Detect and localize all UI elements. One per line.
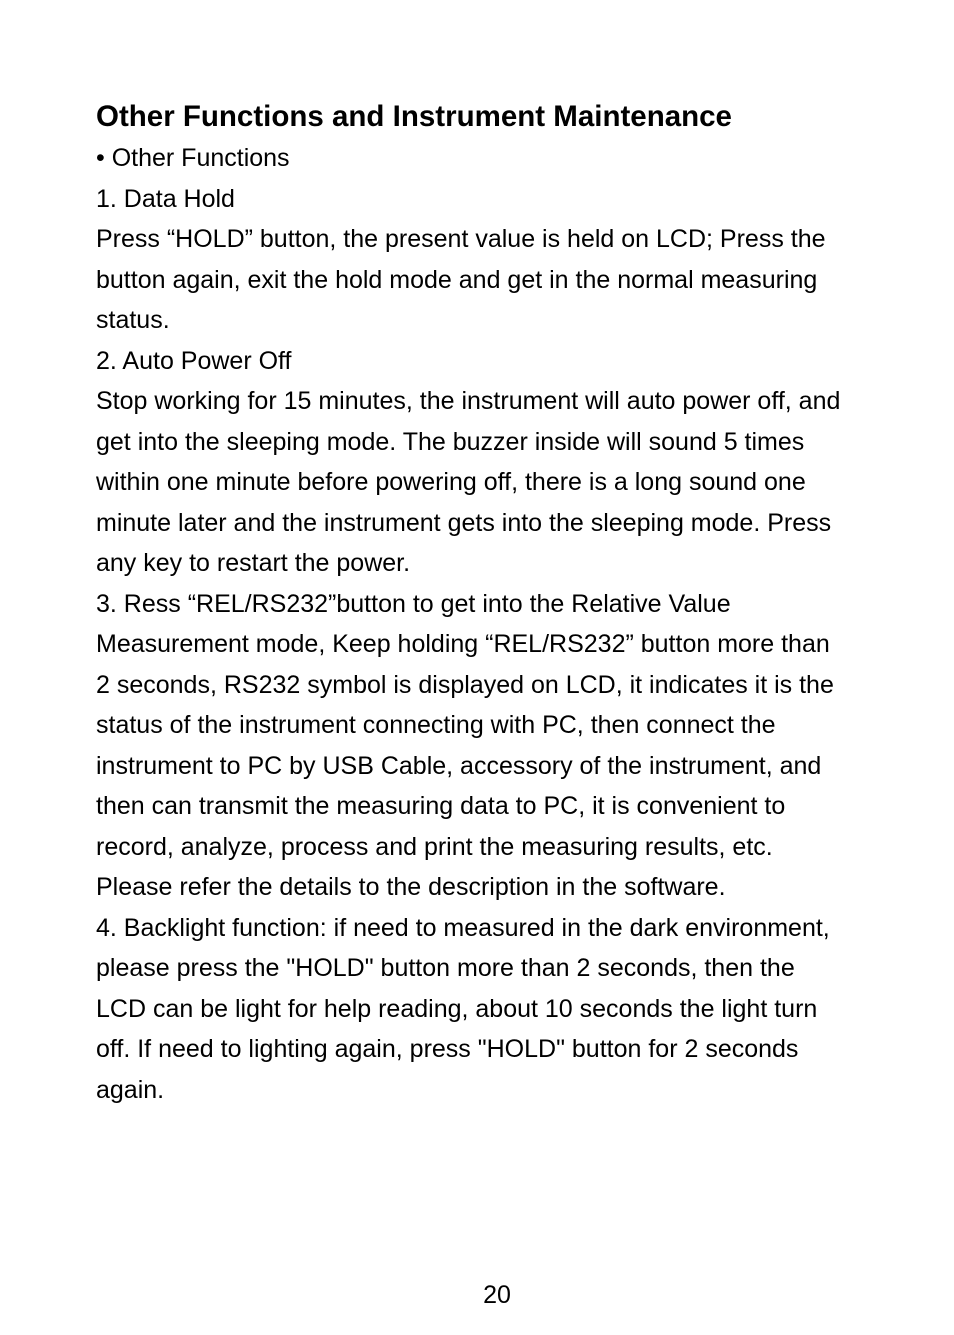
item-2-text-line: minute later and the instrument gets into the sleeping mode. Press — [96, 508, 832, 537]
item-2-title: 2. Auto Power Off — [96, 346, 292, 375]
item-2-text-line: within one minute before powering off, there is a long sound one — [96, 468, 806, 496]
item-1-text-line: button again, exit the hold mode and get in the normal measuring — [96, 265, 818, 294]
item-4-text-line: off. If need to lighting again, press "HOLD" button for 2 seconds — [96, 1035, 799, 1063]
item-1-title: 1. Data Hold — [96, 184, 235, 213]
item-3-text-line: instrument to PC by USB Cable, accessory of the instrument, and — [96, 751, 822, 780]
item-2-text-line: any key to restart the power. — [96, 549, 411, 577]
page-number: 20 — [483, 1281, 511, 1309]
item-3-text-line: 2 seconds, RS232 symbol is displayed on LCD, it indicates it is the — [96, 670, 834, 699]
item-3-text-line: Measurement mode, Keep holding “REL/RS232” button more than — [96, 630, 830, 658]
item-1-text-line: status. — [96, 306, 170, 334]
item-4-text-line: please press the "HOLD" button more than 2 seconds, then the — [96, 954, 795, 982]
item-3-text-line: status of the instrument connecting with PC, then connect the — [96, 711, 776, 739]
item-2-text-line: get into the sleeping mode. The buzzer inside will sound 5 times — [96, 427, 805, 456]
item-4-text-line: again. — [96, 1075, 165, 1104]
bullet-other-functions: • Other Functions — [96, 144, 290, 172]
section-heading: Other Functions and Instrument Maintenance — [96, 100, 732, 133]
item-1-text-line: Press “HOLD” button, the present value is held on LCD; Press the — [96, 225, 826, 253]
item-3-text-line: Please refer the details to the description in the software. — [96, 873, 726, 901]
item-3-text-line: then can transmit the measuring data to PC, it is convenient to — [96, 792, 786, 820]
page-content — [96, 96, 906, 1110]
item-4-text-line: 4. Backlight function: if need to measured in the dark environment, — [96, 913, 830, 942]
item-3-text-line: record, analyze, process and print the measuring results, etc. — [96, 832, 773, 861]
item-4-text-line: LCD can be light for help reading, about 10 seconds the light turn — [96, 994, 818, 1023]
item-3-text-line: 3. Ress “REL/RS232”button to get into the Relative Value — [96, 589, 731, 618]
item-2-text-line: Stop working for 15 minutes, the instrument will auto power off, and — [96, 387, 841, 415]
